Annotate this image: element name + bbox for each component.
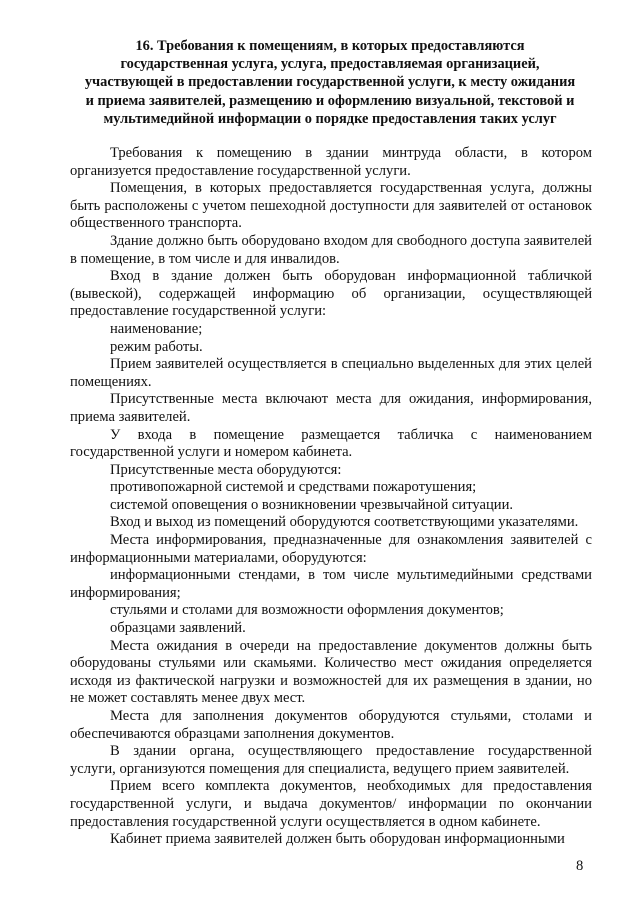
paragraph: Места ожидания в очереди на предоставление документов должны быть оборудованы стульями или скамьями. Количество мест ожидания определяется исходя из фактической нагрузки и возможностей для их размещения в здании, но не может составлять менее двух мест. (70, 637, 592, 707)
list-item: противопожарной системой и средствами пожаротушения; (110, 479, 477, 496)
paragraph: Присутственные места оборудуются: (110, 461, 342, 478)
page-number: 8 (576, 858, 584, 874)
paragraph: Прием заявителей осуществляется в специально выделенных для этих целей помещениях. (70, 356, 592, 390)
paragraph: Места информирования, предназначенные для ознакомления заявителей с информационными материалами, оборудуются: (70, 532, 592, 566)
list-item: образцами заявлений. (110, 620, 246, 637)
section-heading (70, 37, 590, 128)
list-item: системой оповещения о возникновении чрезвычайной ситуации. (110, 496, 514, 513)
heading-line: государственная услуга, услуга, предоставляемая организацией, (120, 56, 540, 73)
body-text (70, 145, 592, 849)
paragraph: Кабинет приема заявителей должен быть оборудован информационными (110, 831, 565, 848)
list-item: наименование; (110, 320, 203, 337)
heading-line: участвующей в предоставлении государственной услуги, к месту ожидания (84, 74, 576, 91)
heading-line: 16. Требования к помещениям, в которых предоставляются (135, 38, 525, 54)
list-item: режим работы. (110, 338, 203, 355)
paragraph: Вход и выход из помещений оборудуются соответствующими указателями. (110, 514, 579, 531)
list-item: информационными стендами, в том числе мультимедийными средствами информирования; (70, 567, 592, 601)
paragraph: Здание должно быть оборудовано входом для свободного доступа заявителей в помещение, в том числе и для инвалидов. (70, 232, 592, 267)
paragraph: У входа в помещение размещается табличка с наименованием государственной услуги и номером кабинета. (70, 426, 592, 461)
paragraph: Присутственные места включают места для ожидания, информирования, приема заявителей. (70, 391, 592, 425)
list-item: стульями и столами для возможности оформления документов; (110, 602, 504, 619)
paragraph: Места для заполнения документов оборудуются стульями, столами и обеспечиваются образцами заполнения документов. (70, 708, 592, 742)
paragraph: Прием всего комплекта документов, необходимых для предоставления государственной услуги, и выдача документов/ информации по окончании предоставления государственной услуги осуществляется в одном кабинете. (70, 778, 592, 830)
heading-line: мультимедийной информации о порядке предоставления таких услуг (103, 110, 557, 127)
paragraph: Вход в здание должен быть оборудован информационной табличкой (вывеской), содержащей информацию об организации, осуществляющей предоставление государственной услуги: (70, 268, 592, 320)
paragraph: В здании органа, осуществляющего предоставление государственной услуги, организуются помещения для специалиста, ведущего прием заявителей. (70, 743, 592, 777)
heading-line: и приема заявителей, размещению и оформлению визуальной, текстовой и (85, 92, 575, 109)
paragraph: Требования к помещению в здании минтруда области, в котором организуется предоставление государственной услуги. (70, 145, 592, 179)
paragraph: Помещения, в которых предоставляется государственная услуга, должны быть расположены с учетом пешеходной доступности для заявителей от остановок общественного транспорта. (70, 180, 592, 232)
